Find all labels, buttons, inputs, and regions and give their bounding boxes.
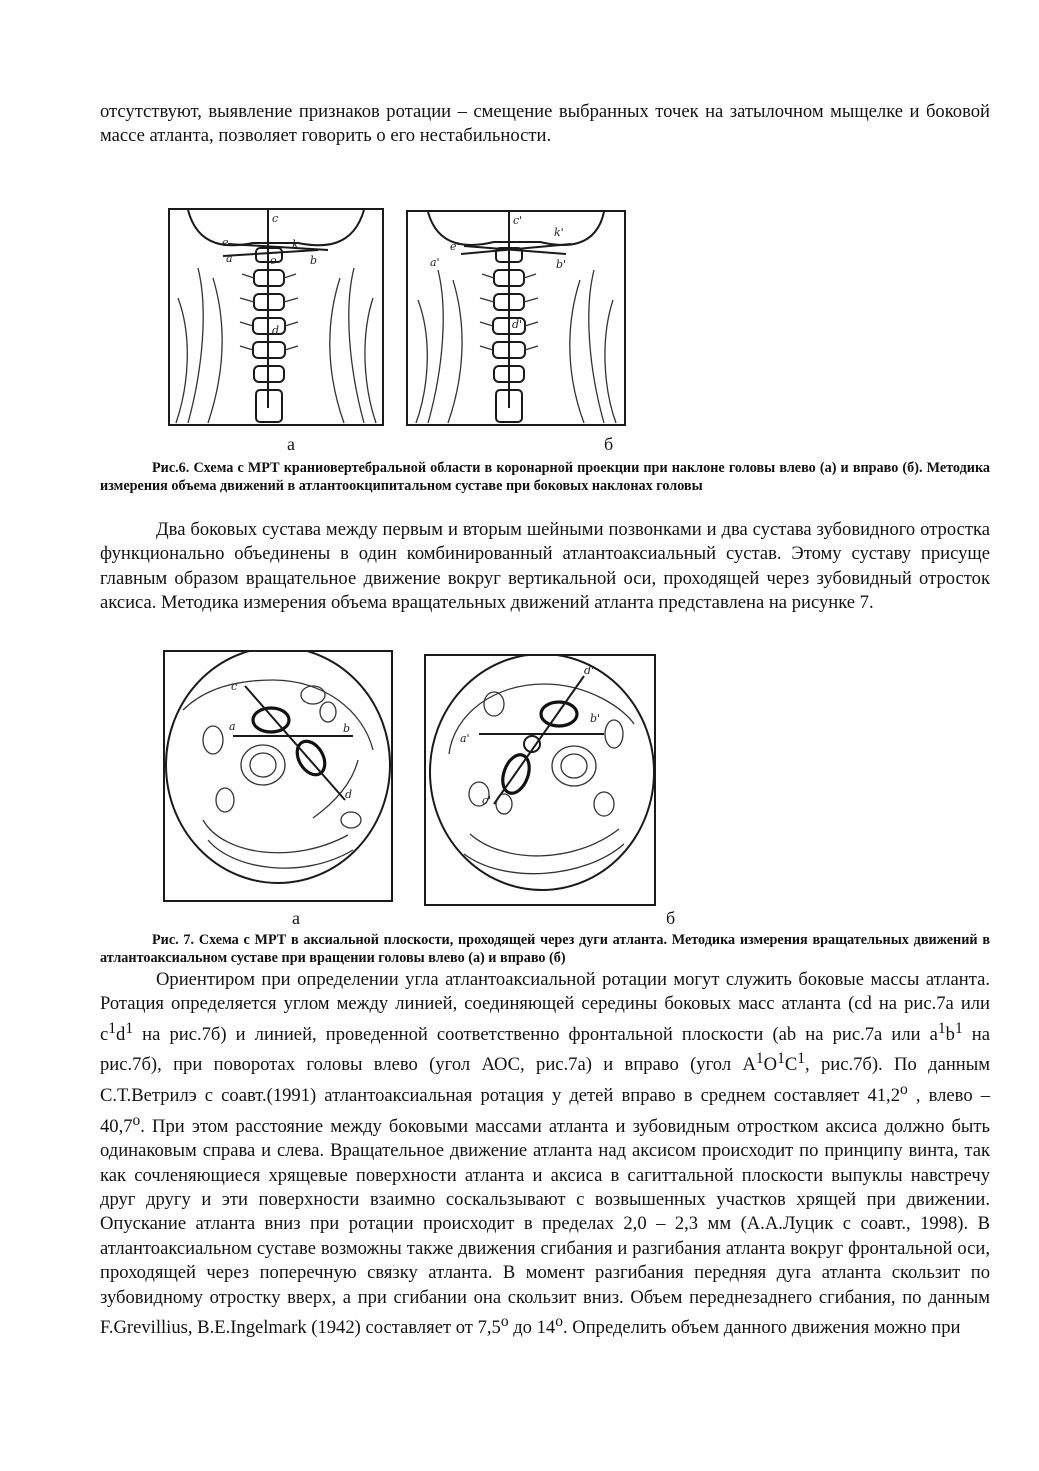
paragraph-3 — [100, 968, 990, 1341]
fig7-mark-d: d — [345, 788, 353, 801]
mark-k-prime: k' — [554, 226, 564, 239]
p3-seg-11: до 14 — [508, 1317, 556, 1339]
figure6-label-b: б — [604, 434, 614, 454]
fig7b-mark-a: a' — [460, 732, 470, 745]
intro-text: отсутствуют, выявление признаков ротации – смещение выбранных точек на затылочном мыщелке и боковой массе атланта, позволяет говорить о его нестабильности. — [100, 101, 990, 147]
mark-b-prime: b' — [556, 258, 567, 271]
figure6-panel-a-image — [168, 208, 384, 426]
mark-o: o — [270, 254, 277, 267]
p3-sup-10: o — [500, 1313, 509, 1331]
fig7b-mark-d: d' — [584, 664, 595, 677]
p3-sup-3: 1 — [937, 1019, 946, 1037]
figure6-panel-b-image — [406, 210, 626, 426]
p3-seg-12: . Определить объем данного движения можно при — [562, 1317, 961, 1339]
fig7-mark-a: a — [229, 720, 236, 733]
p3-sup-2: 1 — [125, 1019, 134, 1037]
mark-a: a — [226, 252, 233, 265]
p3-seg-2: d — [116, 1024, 126, 1045]
figure6-caption: Рис.6. Схема с МРТ краниовертебральной области в коронарной проекции при наклоне головы влево (а) и вправо (б). Методика измерения объема движений в атлантоокципитальном суставе при боковых наклонах головы — [100, 460, 990, 494]
figure7-panel-a-image — [163, 650, 393, 902]
p3-seg-10: . При этом расстояние между боковыми массами атланта и зубовидным отростком аксиса должно быть одинаковым справа и слева. Вращательное движение атланта над аксисом происходит по принципу винта, так как сочленяющиеся хрящевые поверхности атланта и аксиса в сагиттальной плоскости выпуклы навстречу друг другу и эти поверхности взаимно соскальзывают с возвышенных участков хрящей при движении. Опускание атланта вниз при ротации происходит в пределах 2,0 – 2,3 мм (А.А.Луцик с соавт., 1998). В атлантоаксиальном суставе возможны также движения сгибания и разгибания атланта вокруг фронтальной оси, проходящей через поперечную связку атланта. В момент разгибания передняя дуга атланта скользит по зубовидному отростку вверх, а при сгибании она скользит вниз. Объем переднезаднего сгибания, по данным F.Grevillius, B.E.Ingelmark (1942) составляет от 7,5 — [100, 1115, 990, 1339]
figure7-label-a: а — [292, 908, 300, 928]
fig7-mark-c: c — [231, 680, 238, 693]
p3-seg-8: , рис.7б). По данным С.Т.Ветрилэ с соавт.(1991) атлантоаксиальная ротация у детей вправо в среднем составляет 41,2 — [100, 1054, 990, 1107]
figure7-caption: Рис. 7. Схема с МРТ в аксиальной плоскости, проходящей через дуги атланта. Методика измерения вращательных движений в атлантоаксиальном суставе при вращении головы влево (а) и вправо (б) — [100, 932, 990, 966]
figure7-panel-b-image — [424, 654, 656, 906]
mark-d-prime: d' — [512, 318, 523, 331]
fig7-mark-b: b — [343, 722, 351, 735]
p3-seg-4: b — [945, 1024, 955, 1045]
p3-seg-9: , влево – 40,7 — [100, 1085, 991, 1137]
mark-e-prime: e' — [450, 240, 460, 253]
mark-c-prime: c' — [513, 214, 523, 227]
paragraph-2-text: Два боковых сустава между первым и вторым шейными позвонками и два сустава зубовидного отростка функционально объединены в один комбинированный атлантоаксиальный сустав. Этому суставу присуще главным образом вращательное движение вокруг вертикальной оси, проходящей через зубовидный отросток аксиса. Методика измерения объема вращательных движений атланта представлена на рисунке 7. — [100, 519, 990, 614]
p3-sup-1: 1 — [108, 1019, 117, 1037]
p3-seg-7: C — [784, 1054, 798, 1076]
p3-sup-9: o — [132, 1111, 141, 1129]
mark-e: e — [222, 236, 229, 249]
mark-d: d — [272, 324, 280, 337]
mark-a-prime: a' — [430, 256, 440, 269]
p3-sup-4: 1 — [954, 1019, 963, 1037]
mark-c: c — [272, 212, 279, 225]
p3-sup-8: o — [900, 1081, 908, 1098]
p3-seg-3: на рис.7б) и линией, проведенной соответственно фронтальной плоскости (ab на рис.7а или a — [133, 1024, 938, 1045]
paragraph-2 — [100, 518, 990, 616]
figure7-label-b: б — [666, 908, 676, 928]
paragraph-3-text — [100, 968, 990, 1341]
p3-seg-6: O — [763, 1054, 778, 1076]
mark-k: k — [292, 238, 299, 251]
p3-sup-11: o — [555, 1313, 563, 1331]
intro-paragraph — [100, 100, 990, 149]
p3-sup-5: 1 — [755, 1050, 764, 1068]
figure6-label-a: а — [287, 434, 295, 454]
p3-sup-6: 1 — [777, 1050, 785, 1068]
p3-sup-7: 1 — [797, 1050, 805, 1068]
p3-seg-5: на рис.7б), при поворотах головы влево (угол АОС, рис.7а) и вправо (угол A — [100, 1024, 990, 1076]
fig7b-mark-c: c' — [482, 794, 492, 807]
p3-seg-1: Ориентиром при определении угла атлантоаксиальной ротации могут служить боковые массы атланта. Ротация определяется углом между линией, соединяющей середины боковых масс атланта (cd на рис.7а или c — [100, 969, 990, 1045]
fig7b-mark-b: b' — [590, 712, 601, 725]
mark-b: b — [310, 254, 318, 267]
